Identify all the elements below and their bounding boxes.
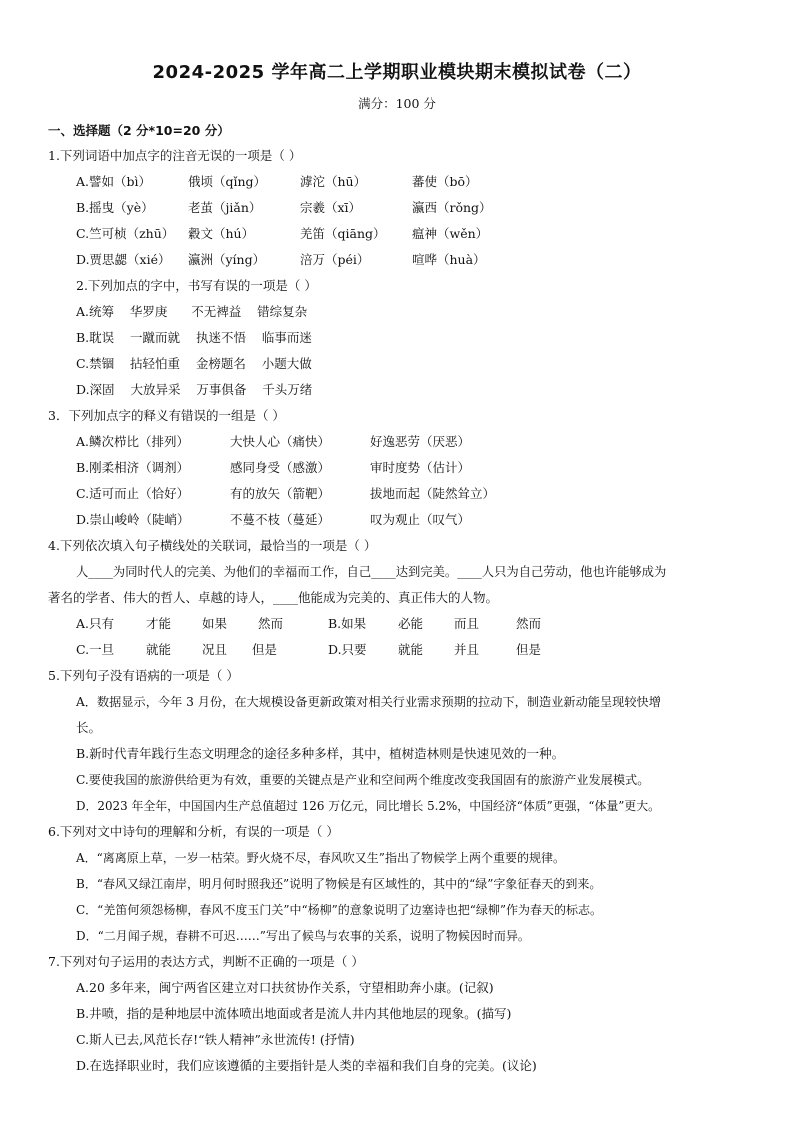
q1-option-b-word2: 老茧（jiǎn）	[188, 200, 262, 215]
q3-option-d-item2: 不蔓不枝（蔓延）	[230, 512, 331, 527]
q4-option-b: B.如果	[328, 616, 367, 631]
q3-option-c: C.适可而止（恰好）	[76, 486, 190, 501]
q5-option-c: C.要使我国的旅游供给更为有效，重要的关键点是产业和空间两个维度改变我国固有的旅游产业发展模式。	[76, 773, 650, 787]
q4-option-a: A.只有	[76, 616, 115, 631]
question-2-stem: 2.下列加点的字中，书写有误的一项是（ ）	[76, 278, 317, 293]
q3-option-c-item2: 有的放矢（箭靶）	[230, 486, 331, 501]
q1-option-c-word3: 羌笛（qiāng）	[300, 226, 386, 241]
q3-option-a-item3: 好逸恶劳（厌恶）	[370, 434, 471, 449]
q4-option-c: C.一旦	[76, 642, 115, 657]
q1-option-c-word4: 瘟神（wěn）	[412, 226, 489, 241]
q7-option-c: C.斯人已去,风范长存!“铁人精神”永世流传! (抒情)	[76, 1032, 355, 1047]
q3-option-b: B.刚柔相济（调剂）	[76, 460, 190, 475]
q3-option-a: A.鳞次栉比（排列）	[76, 434, 190, 449]
q5-option-d: D．2023 年全年，中国国内生产总值超过 126 万亿元，同比增长 5.2%，中国经济“体质”更强，“体量”更大。	[76, 799, 660, 813]
q4-option-c-word4: 但是	[252, 642, 278, 657]
q5-option-a-line1: A．数据显示，今年 3 月份，在大规模设备更新政策对相关行业需求预期的拉动下，制造业新动能呈现较快增	[76, 695, 661, 709]
q6-option-d: D．“二月闻子规，春耕不可迟……”写出了候鸟与农事的关系，说明了物候因时而异。	[76, 929, 530, 943]
q1-option-a-word4: 蕃使（bō）	[412, 174, 478, 189]
q2-option-b: B.耽误 一蹴而就 执迷不悟 临事而迷	[76, 330, 312, 345]
q4-option-d: D.只要	[328, 642, 367, 657]
q1-option-b: B.摇曳（yè）	[76, 200, 154, 215]
q3-option-b-item2: 感同身受（感激）	[230, 460, 331, 475]
q6-option-c: C．“羌笛何须怨杨柳，春风不度玉门关”中“杨柳”的意象说明了边塞诗也把“绿柳”作为春天的标志。	[76, 903, 602, 917]
q4-option-a-word2: 才能	[146, 616, 172, 631]
q1-option-b-word4: 瀛西（rǒng）	[412, 200, 492, 215]
q4-option-b-word4: 然而	[516, 616, 542, 631]
q3-option-d: D.崇山峻岭（陡峭）	[76, 512, 190, 527]
q4-option-d-word4: 但是	[516, 642, 542, 657]
question-4-stem: 4.下列依次填入句子横线处的关联词，最恰当的一项是（ ）	[48, 538, 377, 553]
q2-option-d: D.深固 大放异采 万事俱备 千头万绪	[76, 382, 313, 397]
question-5-stem: 5.下列句子没有语病的一项是（ ）	[48, 668, 239, 683]
q1-option-c: C.竺可桢（zhū）	[76, 226, 175, 241]
q1-option-d-word4: 喧哗（huà）	[412, 252, 486, 267]
question-3-stem: 3．下列加点字的释义有错误的一组是（ ）	[48, 408, 285, 423]
q4-passage-line1: 人____为同时代人的完美、为他们的幸福而工作，自己____达到完美。____人只为自己劳动，他也许能够成为	[76, 565, 667, 579]
q4-option-a-word4: 然而	[258, 616, 284, 631]
q1-option-a-word3: 滹沱（hū）	[300, 174, 367, 189]
q4-option-c-word2: 就能	[146, 642, 172, 657]
q4-option-a-word3: 如果	[202, 616, 228, 631]
q5-option-b: B.新时代青年践行生态文明理念的途径多种多样，其中，植树造林则是快速见效的一种。	[76, 746, 565, 761]
q1-option-d-word3: 涪万（péi）	[300, 252, 370, 267]
q5-option-a-line2: 长。	[76, 720, 102, 735]
q1-option-c-word2: 縠文（hú）	[188, 226, 255, 241]
full-score: 满分：100 分	[358, 96, 436, 111]
q3-option-b-item3: 审时度势（估计）	[370, 460, 471, 475]
q4-option-b-word2: 必能	[398, 616, 424, 631]
q3-option-a-item2: 大快人心（痛快）	[230, 434, 331, 449]
q4-option-c-word3: 况且	[202, 642, 228, 657]
q1-option-d-word2: 瀛洲（yíng）	[188, 252, 266, 267]
q7-option-a: A.20 多年来，闽宁两省区建立对口扶贫协作关系，守望相助奔小康。(记叙)	[76, 980, 494, 995]
q4-option-d-word3: 并且	[454, 642, 480, 657]
exam-title: 2024-2025 学年高二上学期职业模块期末模拟试卷（二）	[152, 62, 642, 83]
q3-option-d-item3: 叹为观止（叹气）	[370, 512, 471, 527]
question-1-stem: 1.下列词语中加点字的注音无误的一项是（ ）	[48, 148, 302, 163]
q7-option-d: D.在选择职业时，我们应该遵循的主要指针是人类的幸福和我们自身的完美。(议论)	[76, 1058, 537, 1073]
q2-option-c: C.禁锢 拈轻怕重 金榜题名 小题大做	[76, 356, 312, 371]
q1-option-d: D.贾思勰（xié）	[76, 252, 171, 267]
q2-option-a: A.统筹 华罗庚 不无裨益 错综复杂	[76, 304, 308, 319]
question-7-stem: 7.下列对句子运用的表达方式，判断不正确的一项是（ ）	[48, 954, 364, 969]
q3-option-c-item3: 拔地而起（陡然耸立）	[370, 486, 496, 501]
q4-option-d-word2: 就能	[398, 642, 424, 657]
section-heading: 一、选择题（2 分*10=20 分）	[48, 123, 230, 138]
q1-option-b-word3: 宗羲（xī）	[300, 200, 362, 215]
question-6-stem: 6.下列对文中诗句的理解和分析，有误的一项是（ ）	[48, 824, 339, 839]
q1-option-a-word2: 俄顷（qǐng）	[188, 174, 267, 189]
q4-passage-line2: 著名的学者、伟大的哲人、卓越的诗人，____他能成为完美的、真正伟大的人物。	[48, 590, 499, 605]
q6-option-b: B．“春风又绿江南岸，明月何时照我还”说明了物候是有区域性的，其中的“绿”字象征春天的到来。	[76, 877, 602, 891]
q1-option-a: A.譬如（bì）	[76, 174, 152, 189]
q7-option-b: B.井喷，指的是种地层中流体喷出地面或者是流人井内其他地层的现象。(描写)	[76, 1006, 512, 1021]
q6-option-a: A．“离离原上草，一岁一枯荣。野火烧不尽，春风吹又生”指出了物候学上两个重要的规律。	[76, 851, 565, 865]
q4-option-b-word3: 而且	[454, 616, 480, 631]
